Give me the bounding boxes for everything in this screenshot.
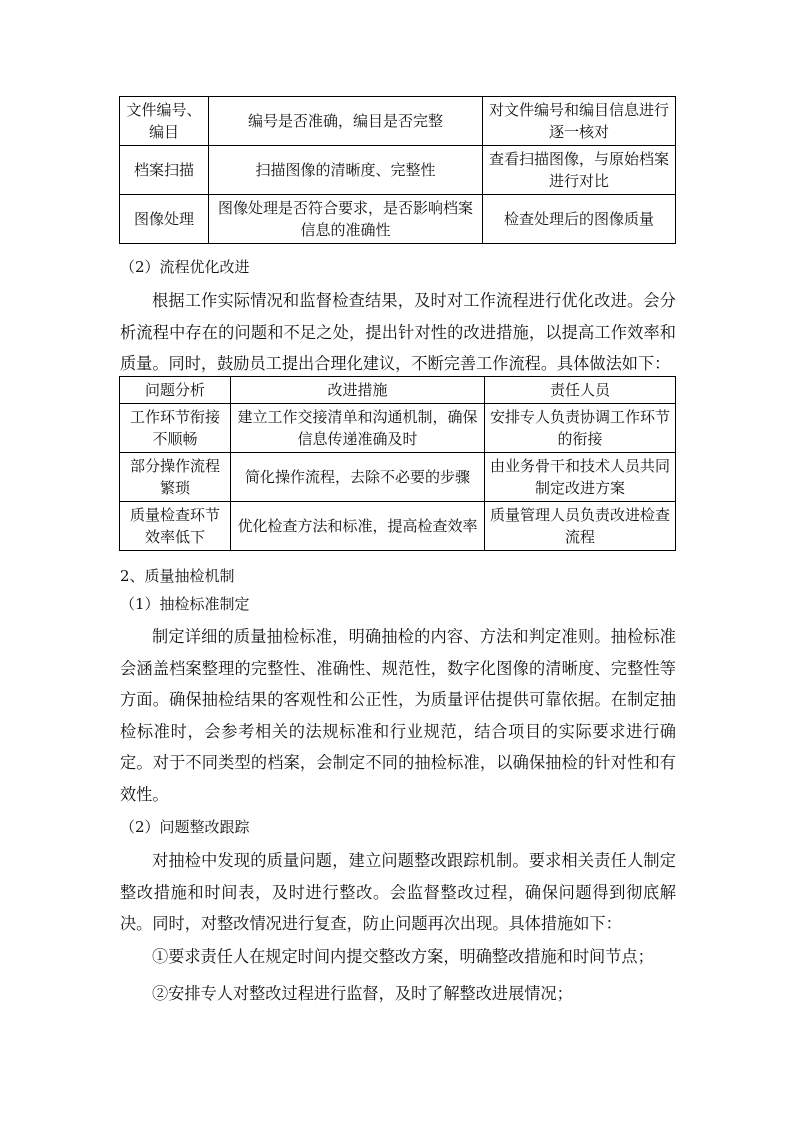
table-header-cell: 问题分析 xyxy=(120,377,231,404)
table-cell: 对文件编号和编目信息进行逐一核对 xyxy=(483,97,676,146)
paragraph: 对抽检中发现的质量问题，建立问题整改跟踪机制。要求相关责任人制定整改措施和时间表，及时进行整改。会监督整改过程，确保问题得到彻底解决。同时，对整改情况进行复查，防止问题再次出现。具体措施如下： xyxy=(120,851,676,933)
table-cell: 扫描图像的清晰度、完整性 xyxy=(209,146,483,195)
table-header-cell: 责任人员 xyxy=(485,377,676,404)
table-row xyxy=(120,97,676,146)
table-cell: 建立工作交接清单和沟通机制，确保信息传递准确及时 xyxy=(231,404,485,453)
table-cell: 工作环节衔接不顺畅 xyxy=(120,404,231,453)
table-header-row xyxy=(120,377,676,404)
section-heading: （2）流程优化改进 xyxy=(120,258,250,276)
paragraph: 根据工作实际情况和监督检查结果，及时对工作流程进行优化改进。会分析流程中存在的问题和不足之处，提出针对性的改进措施，以提高工作效率和质量。同时，鼓励员工提出合理化建议，不断完善工作流程。具体做法如下： xyxy=(120,291,676,373)
section-heading: （1）抽检标准制定 xyxy=(120,595,250,613)
table-cell: 简化操作流程，去除不必要的步骤 xyxy=(231,453,485,502)
table-cell: 质量检查环节效率低下 xyxy=(120,502,231,551)
table-header-cell: 改进措施 xyxy=(231,377,485,404)
table-cell: 文件编号、编目 xyxy=(120,97,209,146)
table-cell: 质量管理人员负责改进检查流程 xyxy=(485,502,676,551)
table-row xyxy=(120,502,676,551)
table-cell: 优化检查方法和标准，提高检查效率 xyxy=(231,502,485,551)
table-row xyxy=(120,195,676,244)
table-row xyxy=(120,453,676,502)
list-item: ①要求责任人在规定时间内提交整改方案，明确整改措施和时间节点； xyxy=(152,947,654,966)
table-cell: 安排专人负责协调工作环节的衔接 xyxy=(485,404,676,453)
process-improvement-table xyxy=(119,376,676,551)
table-cell: 档案扫描 xyxy=(120,146,209,195)
table-cell: 图像处理 xyxy=(120,195,209,244)
paragraph: 制定详细的质量抽检标准，明确抽检的内容、方法和判定准则。抽检标准会涵盖档案整理的完整性、准确性、规范性，数字化图像的清晰度、完整性等方面。确保抽检结果的客观性和公正性，为质量评估提供可靠依据。在制定抽检标准时，会参考相关的法规标准和行业规范，结合项目的实际要求进行确定。对于不同类型的档案，会制定不同的抽检标准，以确保抽检的针对性和有效性。 xyxy=(120,627,676,804)
inspection-table xyxy=(119,96,676,244)
table-cell: 由业务骨干和技术人员共同制定改进方案 xyxy=(485,453,676,502)
table-row xyxy=(120,146,676,195)
table-cell: 图像处理是否符合要求，是否影响档案信息的准确性 xyxy=(209,195,483,244)
table-cell: 查看扫描图像，与原始档案进行对比 xyxy=(483,146,676,195)
table-cell: 部分操作流程繁琐 xyxy=(120,453,231,502)
list-item: ②安排专人对整改过程进行监督，及时了解整改进展情况； xyxy=(152,984,573,1003)
table-cell: 检查处理后的图像质量 xyxy=(483,195,676,244)
section-heading: （2）问题整改跟踪 xyxy=(120,818,250,836)
section-heading: 2、质量抽检机制 xyxy=(120,567,235,585)
table-row xyxy=(120,404,676,453)
table-cell: 编号是否准确，编目是否完整 xyxy=(209,97,483,146)
